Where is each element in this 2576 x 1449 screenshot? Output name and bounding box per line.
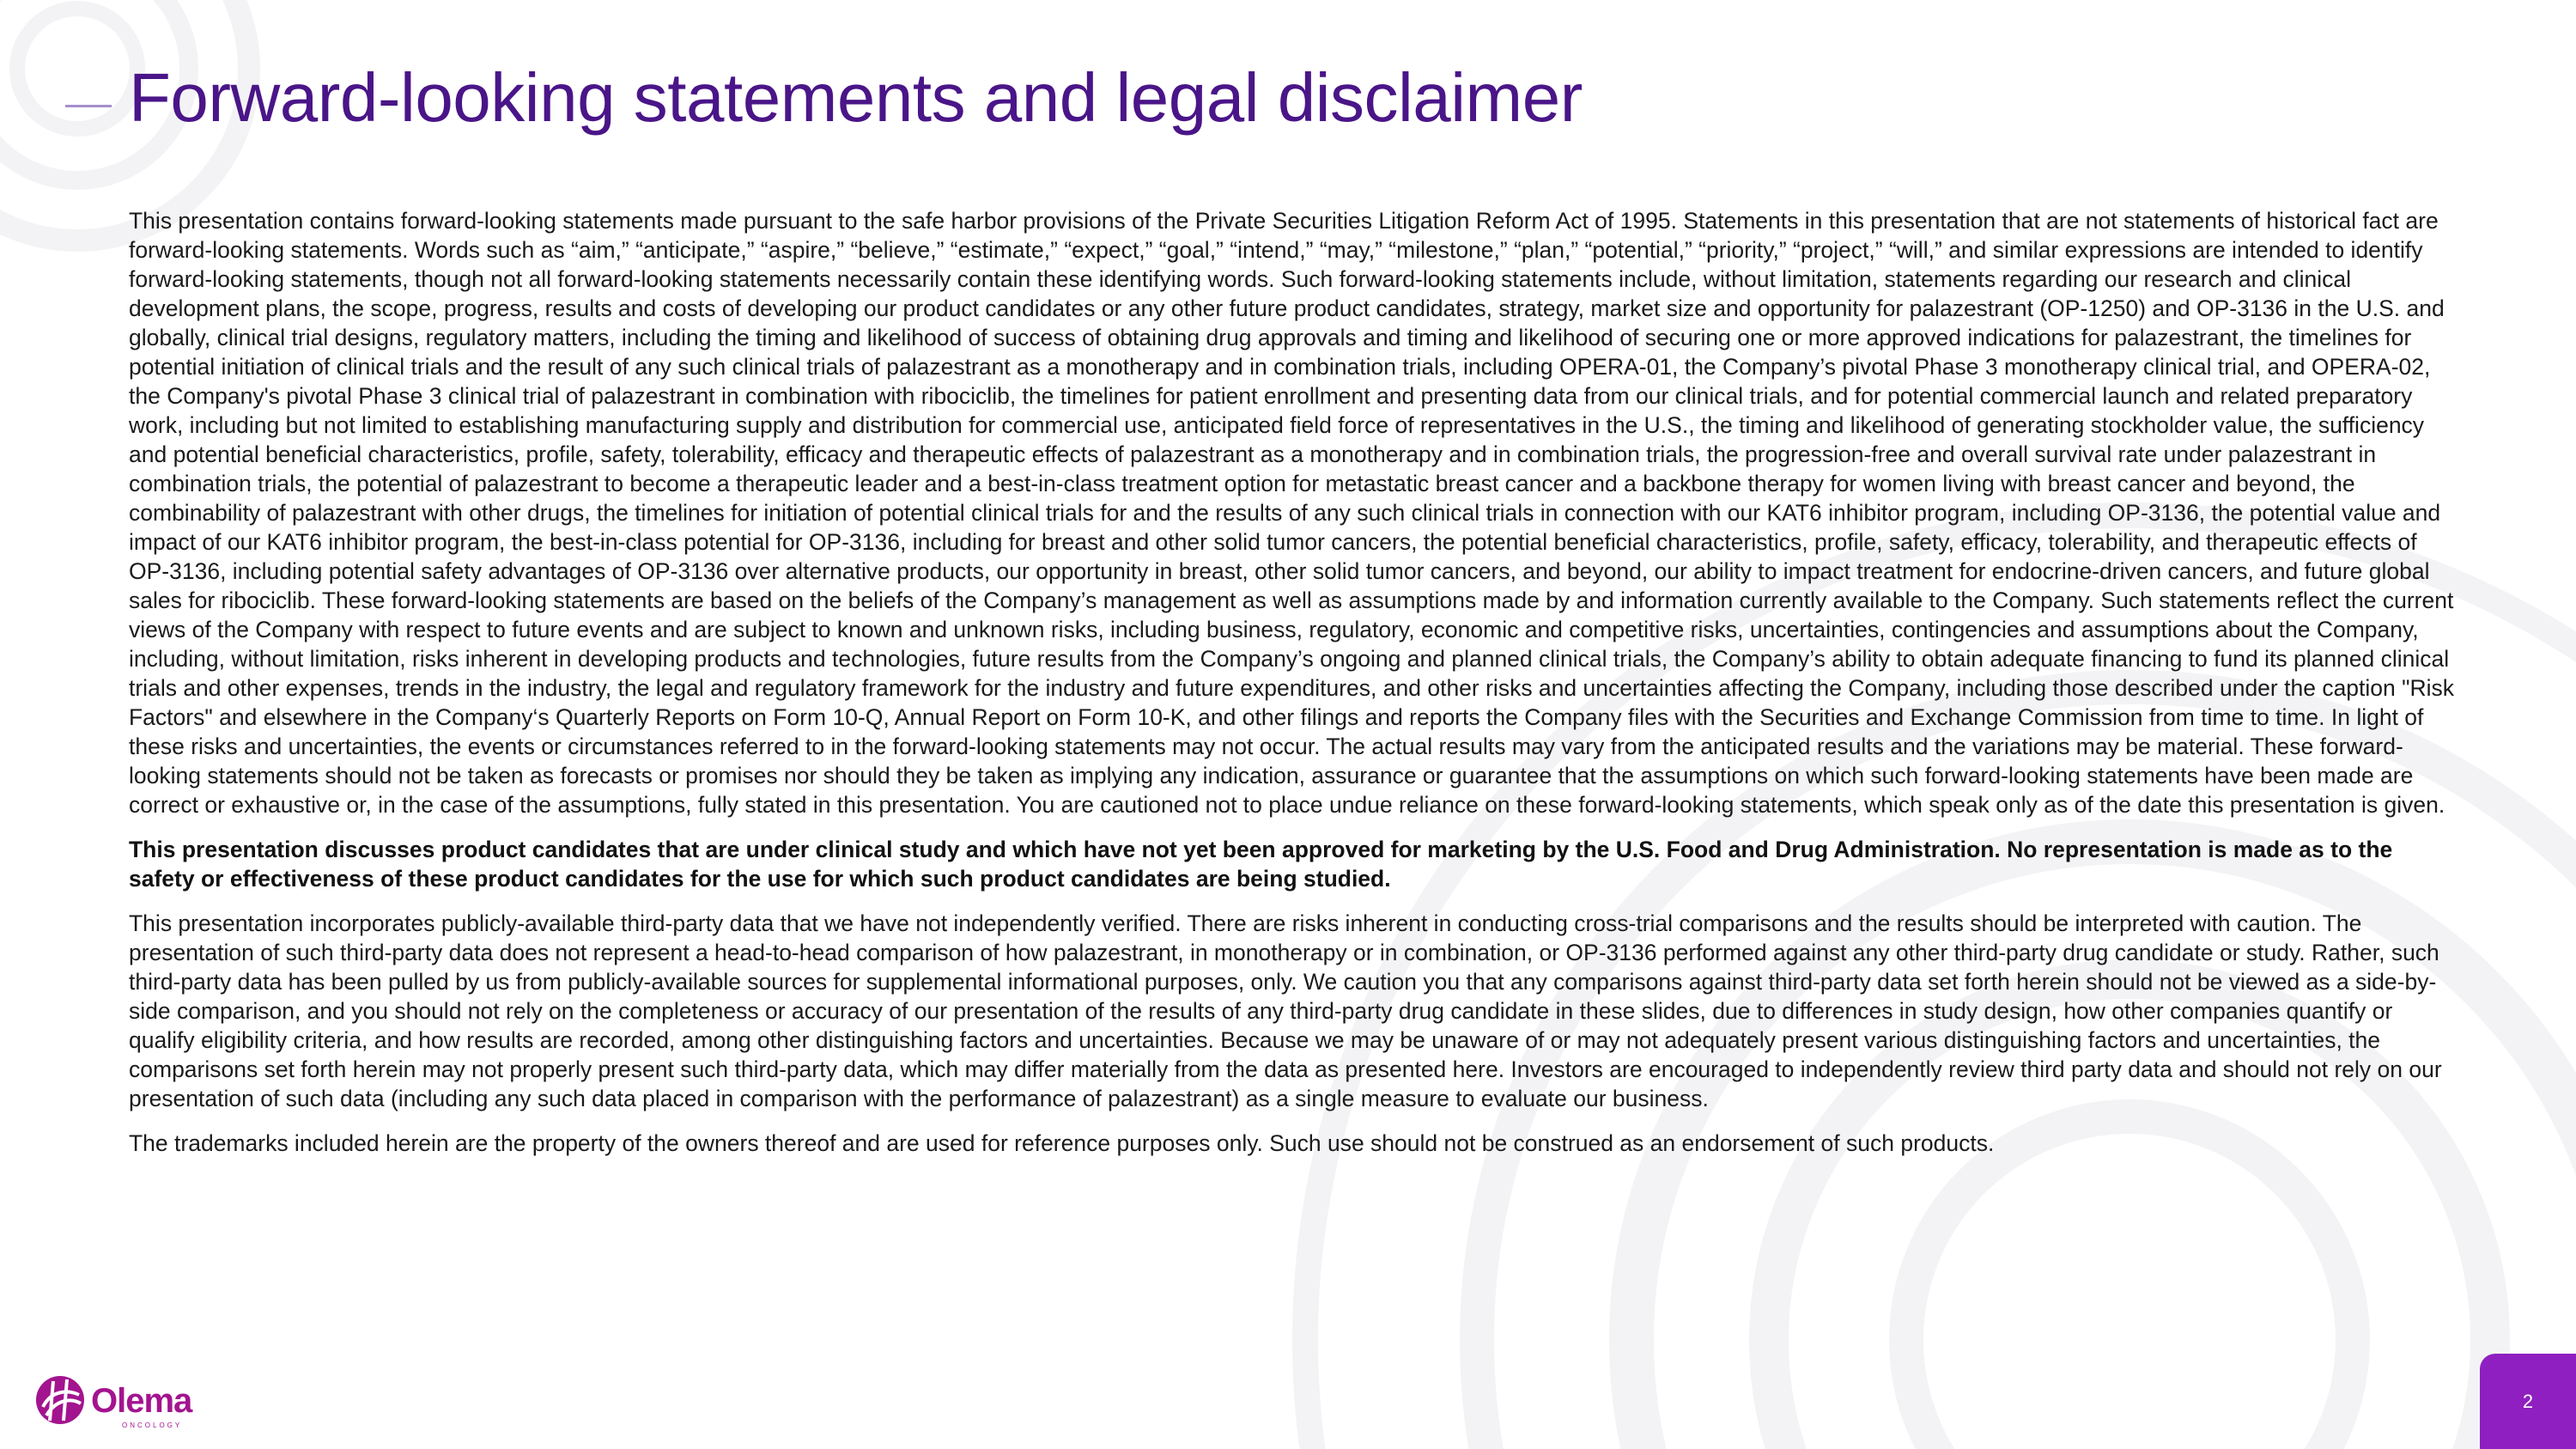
fda-notice-paragraph: This presentation discusses product candidates that are under clinical study and which have not yet been approved for marketing by the U.S. Food and Drug Administration. No representation is made as to the safety or effectiveness of these product candidates for the use for which such product candidates are being studied. [129,837,2393,892]
olema-logo-mark [34,1373,223,1433]
svg-text:ONCOLOGY: ONCOLOGY [122,1422,183,1429]
page-title: Forward-looking statements and legal disclaimer [129,59,1583,136]
svg-text:Olema: Olema [91,1382,192,1420]
forward-looking-paragraph: This presentation contains forward-looking statements made pursuant to the safe harbor provisions of the Private Securities Litigation Reform Act of 1995. Statements in this presentation that are not statements of historical fact are forward-looking statements. Words such as “aim,” “anticipate,” “aspire,” “believe,” “estimate,” “expect,” “goal,” “intend,” “may,” “milestone,” “plan,” “potential,” “priority,” “project,” “will,” and similar expressions are intended to identify forward-looking statements, though not all forward-looking statements necessarily contain these identifying words. Such forward-looking statements include, without limitation, statements regarding our research and clinical development plans, the scope, progress, results and costs of developing our product candidates or any other future product candidates, strategy, market size and opportunity for palazestrant (OP-1250) and OP-3136 in the U.S. and globally, clinical trial designs, regulatory matters, including the timing and likelihood of success of obtaining drug approvals and timing and likelihood of securing one or more approved indications for palazestrant, the timelines for potential initiation of clinical trials and the result of any such clinical trials of palazestrant as a monotherapy and in combination trials, including OPERA-01, the Company’s pivotal Phase 3 monotherapy clinical trial, and OPERA-02, the Company's pivotal Phase 3 clinical trial of palazestrant in combination with ribociclib, the timelines for patient enrollment and presenting data from our clinical trials, and for potential commercial launch and related preparatory work, including but not limited to establishing manufacturing supply and distribution for commercial use, anticipated field force of representatives in the U.S., the timing and likelihood of generating stockholder value, the sufficiency and potential beneficial characteristics, profile, safety, tolerability, efficacy and therapeutic effects of palazestrant as a monotherapy and in combination trials, the progression-free and overall survival rate under palazestrant in combination trials, the potential of palazestrant to become a therapeutic leader and a best-in-class treatment option for metastatic breast cancer and a backbone therapy for women living with breast cancer and beyond, the combinability of palazestrant with other drugs, the timelines for initiation of potential clinical trials for and the results of any such clinical trials in connection with our KAT6 inhibitor program, including OP-3136, the potential value and impact of our KAT6 inhibitor program, the best-in-class potential for OP-3136, including for breast and other solid tumor cancers, the potential beneficial characteristics, profile, safety, efficacy, tolerability, and therapeutic effects of OP-3136, including potential safety advantages of OP-3136 over alternative products, our opportunity in breast, other solid tumor cancers, and beyond, our ability to impact treatment for endocrine-driven cancers, and future global sales for ribociclib. These forward-looking statements are based on the beliefs of the Company’s management as well as assumptions made by and information currently available to the Company. Such statements reflect the current views of the Company with respect to future events and are subject to known and unknown risks, including business, regulatory, economic and competitive risks, uncertainties, contingencies and assumptions about the Company, including, without limitation, risks inherent in developing products and technologies, future results from the Company’s ongoing and planned clinical trials, the Company’s ability to obtain adequate financing to fund its planned clinical trials and other expenses, trends in the industry, the legal and regulatory framework for the industry and future expenditures, and other risks and uncertainties affecting the Company, including those described under the caption "Risk Factors" and elsewhere in the Company‘s Quarterly Reports on Form 10-Q, Annual Report on Form 10-K, and other filings and reports the Company files with the Securities and Exchange Commission from time to time. In light of these risks and uncertainties, the events or circumstances referred to in the forward-looking statements may not occur. The actual results may vary from the anticipated results and the variations may be material. These forward-looking statements should not be taken as forecasts or promises nor should they be taken as implying any indication, assurance or guarantee that the assumptions on which such forward-looking statements have been made are correct or exhaustive or, in the case of the assumptions, fully stated in this presentation. You are cautioned not to place undue reliance on these forward-looking statements, which speak only as of the date this presentation is given. [129,208,2455,818]
page-number-tab [2480,1354,2576,1449]
olema-logo [34,1373,223,1437]
page-number: 2 [2522,1390,2534,1412]
third-party-data-paragraph: This presentation incorporates publicly-available third-party data that we have not independently verified. There are risks inherent in conducting cross-trial comparisons and the results should be interpreted with caution. The presentation of such third-party data does not represent a head-to-head comparison of how palazestrant, in monotherapy or in combination, or OP-3136 performed against any other third-party drug candidate or study. Rather, such third-party data has been pulled by us from publicly-available sources for supplemental informational purposes, only. We caution you that any comparisons against third-party data set forth herein should not be viewed as a side-by-side comparison, and you should not rely on the completeness or accuracy of our presentation of the results of any third-party drug candidate in these slides, due to differences in study design, how other companies quantify or qualify eligibility criteria, and how results are recorded, among other distinguishing factors and uncertainties. Because we may be unaware of or may not adequately present various distinguishing factors and uncertainties, the comparisons set forth herein may not properly present such third-party data, which may differ materially from the data as presented here. Investors are encouraged to independently review third party data and should not rely on our presentation of such data (including any such data placed in comparison with the performance of palazestrant) as a single measure to evaluate our business. [129,910,2442,1111]
title-accent-dash [65,105,112,107]
disclaimer-body [129,206,2456,1173]
trademarks-paragraph: The trademarks included herein are the property of the owners thereof and are used for reference purposes only. Such use should not be construed as an endorsement of such products. [129,1130,1995,1156]
